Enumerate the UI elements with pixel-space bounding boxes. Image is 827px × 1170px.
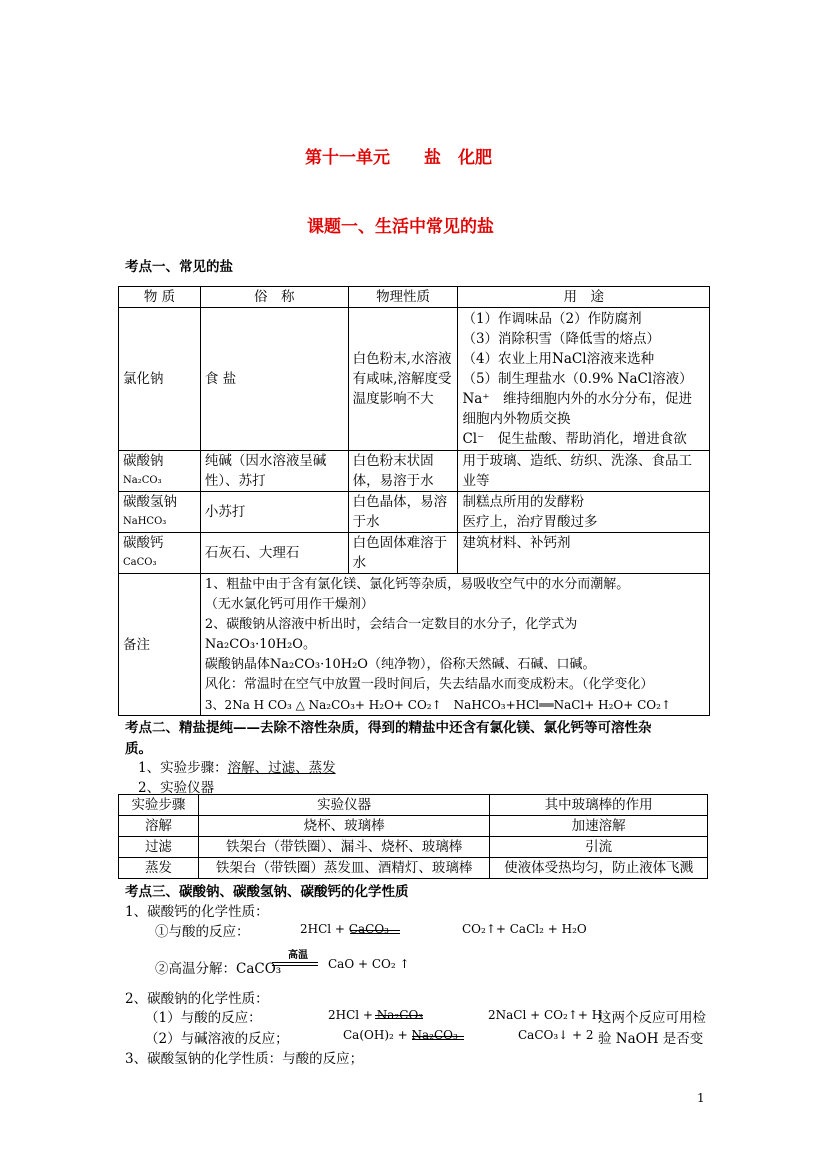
note-line: 1、粗盐中由于含有氯化镁、氯化钙等杂质，易吸收空气中的水分而潮解。	[204, 576, 630, 592]
caco3-r1-left: 2HCl + CaCO₃	[300, 922, 389, 936]
rod-role-cell: 使液体受热均匀，防止液体飞溅	[490, 858, 708, 879]
step1-line	[138, 756, 336, 776]
phys-caco3: 白色固体难溶于水	[348, 533, 458, 574]
na2co3-r1-note: 这两个反应可用检	[598, 1010, 706, 1026]
point2-heading: 考点二、精盐提纯——去除不溶性杂质，得到的精盐中还含有氯化镁、氯化钙等可溶性杂	[125, 720, 652, 736]
header-step: 实验步骤	[119, 795, 199, 816]
use-line: 医疗上，治疗胃酸过多	[462, 514, 598, 530]
alias-nacl: 食 盐	[200, 308, 348, 451]
phys-nahco3: 白色晶体，易溶于水	[348, 492, 458, 533]
alias-caco3: 石灰石、大理石	[200, 533, 348, 574]
substance-nahco3	[119, 492, 201, 533]
header-physical: 物理性质	[348, 287, 458, 308]
note-label: 备注	[119, 574, 201, 716]
use-nacl	[458, 308, 710, 451]
instruments-table	[118, 794, 708, 879]
rod-role-cell: 引流	[490, 837, 708, 858]
substance-nacl: 氯化钠	[119, 308, 201, 451]
instrument-cell: 铁架台（带铁圈）蒸发皿、酒精灯、玻璃棒	[198, 858, 489, 879]
substance-name: 碳酸氢钠	[123, 494, 177, 510]
use-line: （5）制生理盐水（0.9% NaCl溶液）	[462, 371, 693, 387]
header-instrument: 实验仪器	[198, 795, 489, 816]
note-line: 碳酸钠晶体Na₂CO₃·10H₂O（纯净物），俗称天然碱、石碱、口碱。	[204, 656, 596, 672]
header-rod-role: 其中玻璃棒的作用	[490, 795, 708, 816]
alias-na2co3: 纯碱（因水溶液呈碱性）、苏打	[200, 451, 348, 492]
lesson-title: 课题一、生活中常见的盐	[307, 217, 494, 237]
na2co3-r2-note: 验 NaOH 是否变	[598, 1031, 704, 1047]
caco3-r2-label: ②高温分解：CaCO₃	[155, 961, 282, 977]
use-line: Na⁺ 维持细胞内外的水分分布，促进细胞内外物质交换	[462, 391, 692, 427]
step1-prefix: 1、实验步骤：	[138, 760, 228, 776]
substance-formula: Na₂CO₃	[123, 475, 162, 486]
rod-role-cell: 加速溶解	[490, 816, 708, 837]
header-use: 用 途	[458, 287, 710, 308]
caco3-r1-right: CO₂↑+ CaCl₂ + H₂O	[462, 922, 587, 936]
na2co3-r2-right: CaCO₃↓ + 2	[518, 1028, 594, 1042]
point3-text: 考点三、碳酸钠、碳酸氢钠、碳酸钙的化学性质	[125, 884, 409, 900]
substance-formula: NaHCO₃	[123, 516, 167, 527]
use-caco3: 建筑材料、补钙剂	[458, 533, 710, 574]
unit-title: 第十一单元 盐 化肥	[305, 148, 492, 168]
caco3-r1-label: ①与酸的反应：	[155, 924, 250, 940]
na2co3-r1-left: 2HCl + Na₂CO₃	[328, 1008, 424, 1022]
step-cell: 蒸发	[119, 858, 199, 879]
note-line: Na₂CO₃·10H₂O。	[204, 636, 316, 652]
step-cell: 过滤	[119, 837, 199, 858]
use-line: Cl⁻ 促生盐酸、帮助消化，增进食欲	[462, 431, 687, 447]
step2-line: 2、实验仪器	[138, 780, 215, 796]
use-line: （1）作调味品（2）作防腐剂	[462, 311, 642, 327]
use-line: （4）农业上用NaCl溶液来选种	[462, 351, 655, 367]
point3-heading	[125, 880, 409, 900]
caco3-title: 1、碳酸钙的化学性质：	[125, 904, 269, 920]
equals-sign	[272, 962, 318, 966]
na2co3-r1-label: （1）与酸的反应：	[145, 1010, 262, 1026]
na2co3-r2-label: （2）与碱溶液的反应；	[145, 1031, 289, 1047]
substance-name: 碳酸钙	[123, 535, 164, 551]
header-substance: 物 质	[119, 287, 201, 308]
instrument-cell: 烧杯、玻璃棒	[198, 816, 489, 837]
phys-na2co3: 白色粉末状固体，易溶于水	[348, 451, 458, 492]
substance-formula: CaCO₃	[123, 557, 157, 568]
salts-table	[118, 286, 710, 716]
note-line: 2、碳酸钠从溶液中析出时，会结合一定数目的水分子，化学式为	[204, 616, 578, 632]
notes-cell	[200, 574, 709, 716]
substance-na2co3	[119, 451, 201, 492]
na2co3-title: 2、碳酸钠的化学性质：	[125, 991, 269, 1007]
note-line: （无水氯化钙可用作干燥剂）	[204, 596, 374, 612]
note-line: 3、2Na H CO₃ △ Na₂CO₃+ H₂O+ CO₂↑ NaHCO₃+HCl══NaCl+ H₂O+ CO₂↑	[204, 697, 672, 712]
point1-heading: 考点一、常见的盐	[125, 259, 233, 275]
step1-value: 溶解、过滤、蒸发	[227, 760, 336, 776]
header-alias: 俗 称	[200, 287, 348, 308]
point2-heading-cont: 质。	[125, 741, 152, 757]
na2co3-r1-right: 2NaCl + CO₂↑+ H	[488, 1008, 603, 1022]
substance-caco3	[119, 533, 201, 574]
nahco3-title: 3、碳酸氢钠的化学性质：与酸的反应；	[125, 1051, 364, 1067]
equals-sign	[375, 1015, 423, 1019]
page-number: 1	[697, 1091, 705, 1105]
alias-nahco3: 小苏打	[200, 492, 348, 533]
equals-sign	[412, 1036, 464, 1040]
instrument-cell: 铁架台（带铁圈）、漏斗、烧杯、玻璃棒	[198, 837, 489, 858]
condition-high-temp: 高温	[288, 950, 308, 961]
use-line: 制糕点所用的发酵粉	[462, 494, 584, 510]
phys-nacl: 白色粉末,水溶液有咸味,溶解度受温度影响不大	[348, 308, 458, 451]
use-line: （3）消除积雪（降低雪的熔点）	[462, 331, 661, 347]
equals-sign	[350, 930, 400, 934]
caco3-r2-right: CaO + CO₂ ↑	[328, 957, 410, 971]
note-line: 风化：常温时在空气中放置一段时间后，失去结晶水而变成粉末。（化学变化）	[204, 676, 654, 692]
na2co3-r2-left: Ca(OH)₂ + Na₂CO₃	[343, 1028, 458, 1042]
use-nahco3	[458, 492, 710, 533]
step-cell: 溶解	[119, 816, 199, 837]
substance-name: 碳酸钠	[123, 453, 164, 469]
use-na2co3: 用于玻璃、造纸、纺织、洗涤、食品工业等	[458, 451, 710, 492]
